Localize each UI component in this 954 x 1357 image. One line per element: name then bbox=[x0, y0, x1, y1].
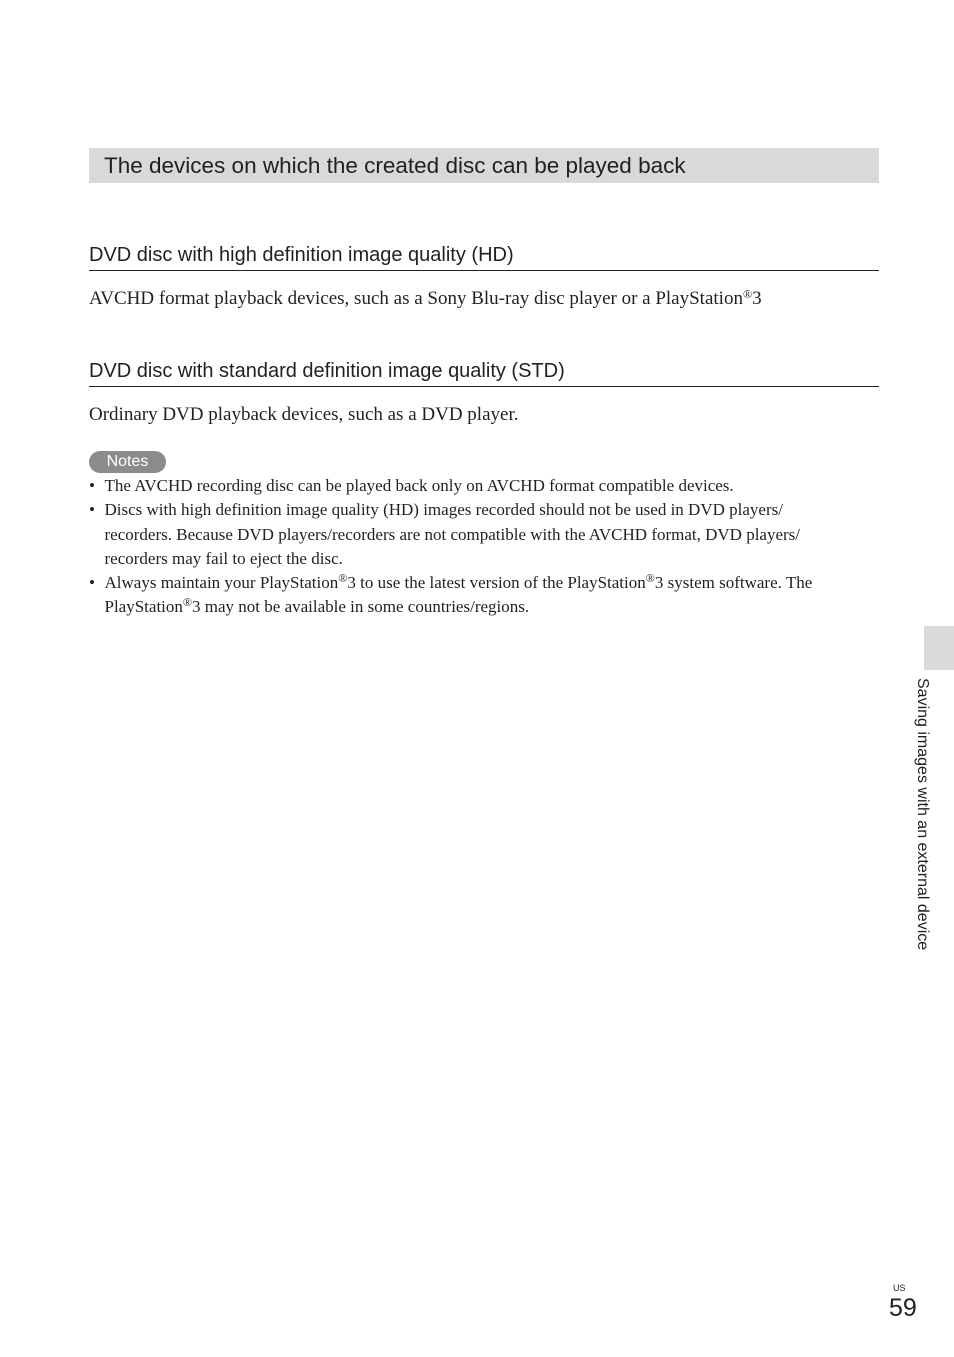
registered-mark: ® bbox=[645, 571, 655, 586]
note-text: 3 system software. The bbox=[654, 573, 813, 593]
note-item bbox=[89, 474, 879, 498]
bullet-icon: • bbox=[89, 476, 95, 495]
section-title: The devices on which the created disc can be played back bbox=[104, 153, 686, 178]
hd-description-suffix: 3 bbox=[752, 288, 762, 309]
note-text: The AVCHD recording disc can be played back only on AVCHD format compatible devices. bbox=[104, 476, 734, 495]
registered-mark: ® bbox=[338, 571, 348, 586]
note-text-line: Discs with high definition image quality (HD) images recorded should not be used in DVD players/ bbox=[104, 500, 783, 520]
registered-mark: ® bbox=[182, 595, 193, 610]
hd-heading: DVD disc with high definition image quality (HD) bbox=[89, 242, 879, 271]
note-text: 3 may not be available in some countries/regions. bbox=[192, 597, 530, 617]
hd-description-text: AVCHD format playback devices, such as a Sony Blu-ray disc player or a PlayStation bbox=[89, 288, 743, 309]
chapter-side-label: Saving images with an external device bbox=[914, 678, 931, 951]
section-title-banner bbox=[89, 148, 879, 183]
note-text-line: recorders may fail to eject the disc. bbox=[104, 548, 343, 568]
registered-mark: ® bbox=[742, 287, 753, 301]
page-number: 59 bbox=[889, 1294, 917, 1322]
hd-description bbox=[89, 287, 762, 311]
note-text: 3 to use the latest version of the PlayStation bbox=[347, 573, 646, 593]
notes-list bbox=[89, 474, 879, 620]
note-item bbox=[89, 498, 879, 571]
note-text: PlayStation bbox=[104, 597, 183, 617]
notes-badge: Notes bbox=[89, 451, 166, 473]
std-description: Ordinary DVD playback devices, such as a DVD player. bbox=[89, 404, 519, 425]
note-text-line: recorders. Because DVD players/recorders are not compatible with the AVCHD format, DVD players/ bbox=[104, 524, 801, 544]
note-text: Always maintain your PlayStation bbox=[104, 573, 339, 593]
bullet-icon: • bbox=[89, 573, 95, 593]
chapter-tab-marker bbox=[924, 626, 954, 670]
note-item bbox=[89, 571, 879, 620]
bullet-icon: • bbox=[89, 500, 95, 520]
std-heading: DVD disc with standard definition image quality (STD) bbox=[89, 358, 879, 387]
page-region-code: US bbox=[893, 1283, 906, 1293]
